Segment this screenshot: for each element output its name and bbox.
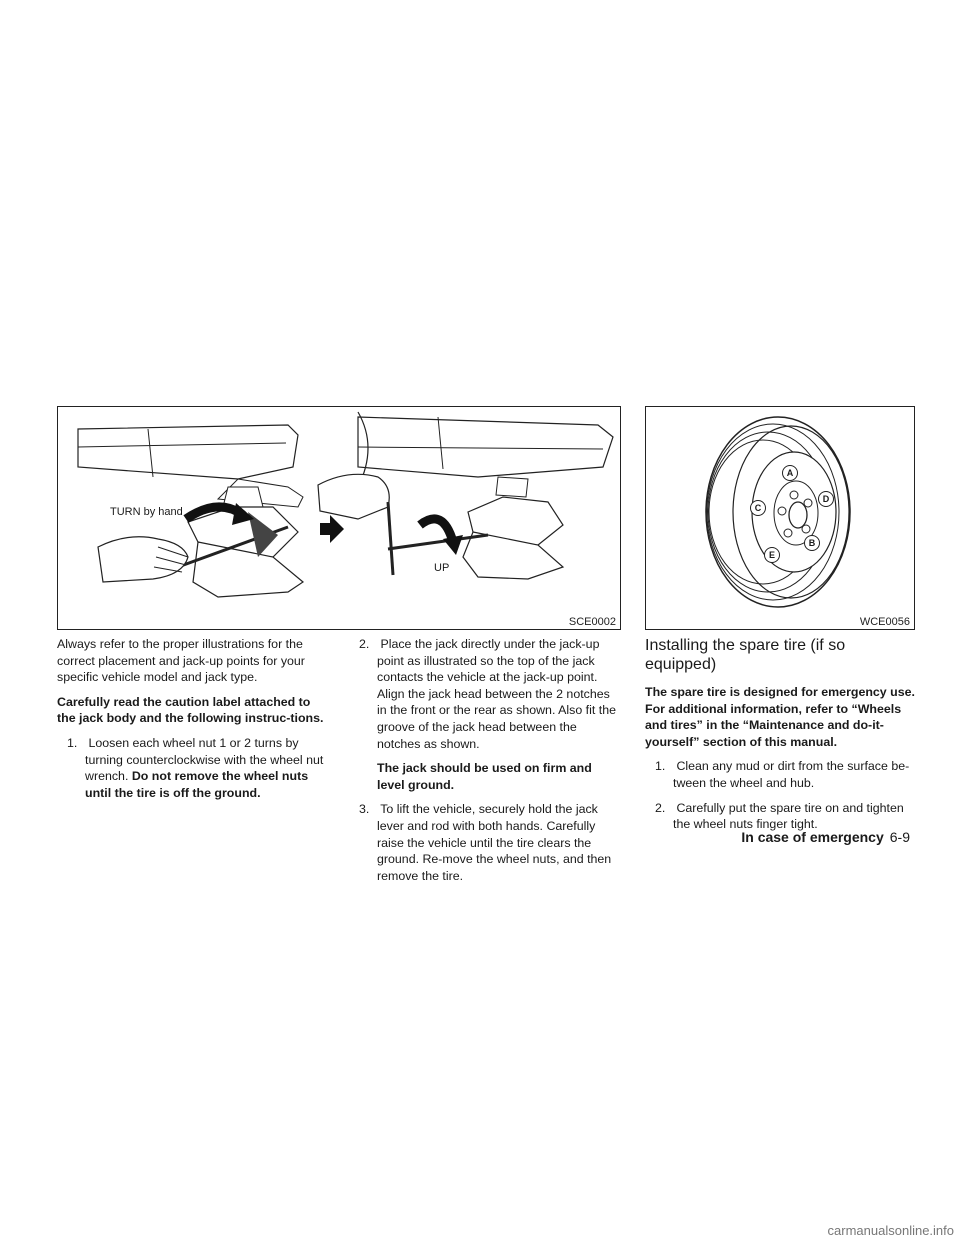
caution-paragraph: Carefully read the caution label attached to the jack body and the following instruc-tions. [57,694,324,726]
page-number: 6-9 [889,829,910,845]
intro-paragraph: Always refer to the proper illustrations for the correct placement and jack-up points for your specific vehicle model and jack type. [57,637,305,685]
step-text: Loosen each wheel nut 1 or 2 turns by turning counterclockwise with the wheel nut wrench. [85,735,324,784]
section-heading: Installing the spare tire (if so equipped) [645,637,846,673]
step-text: Place the jack directly under the jack-up point as illustrated so the top of the jack contacts the vehicle at the jack-up point. Align the jack head between the 2 notches in the front or the rear as shown. Also fit the groove of the jack head between the notches as shown. [377,637,616,751]
up-label: UP [434,562,450,574]
watermark: carmanualsonline.info [827,1223,954,1238]
step-warning: Do not remove the wheel nuts until the tire is off the ground. [85,769,309,800]
step-number: 1. [67,735,78,750]
wheel-drawing [646,407,914,629]
jack-drawing [58,407,620,629]
nut-label-c: C [750,500,766,516]
column-2 [349,636,621,892]
nut-label-b: B [804,535,820,551]
figure-code: WCE0056 [859,616,910,628]
step-3 [349,801,621,884]
wheel-illustration [645,406,915,630]
figure-code: SCE0002 [568,616,616,628]
step-2 [349,636,621,752]
column-3 [645,636,915,841]
step-text: Clean any mud or dirt from the surface be-tween the wheel and hub. [673,759,910,790]
column-1 [57,636,325,809]
section-name: In case of emergency [741,829,884,845]
step-warning: The jack should be used on firm and level ground. [377,761,592,792]
jack-illustration [57,406,621,630]
step-number: 3. [359,802,370,817]
step-text: Carefully put the spare tire on and tighten the wheel nuts finger tight. [673,800,904,832]
page-footer [741,829,910,845]
step-number: 2. [359,637,370,651]
nut-label-e: E [764,547,780,563]
nut-label-a: A [782,465,798,481]
step-number: 2. [655,800,666,815]
nut-label-d: D [818,491,834,507]
step-number: 1. [655,759,666,774]
turn-by-hand-label: TURN by hand [110,506,183,518]
spare-tire-intro: The spare tire is designed for emergency use. For additional information, refer to “Wheels and tires” in the “Maintenance and do-it-yourself” section of this manual. [645,685,915,749]
step-1 [645,758,915,791]
step-1 [57,735,325,801]
step-2 [645,800,915,833]
step-text: To lift the vehicle, securely hold the jack lever and rod with both hands. Carefully raise the vehicle until the tire clears the ground. Re-move the wheel nuts, and then remove the tire. [377,802,612,883]
